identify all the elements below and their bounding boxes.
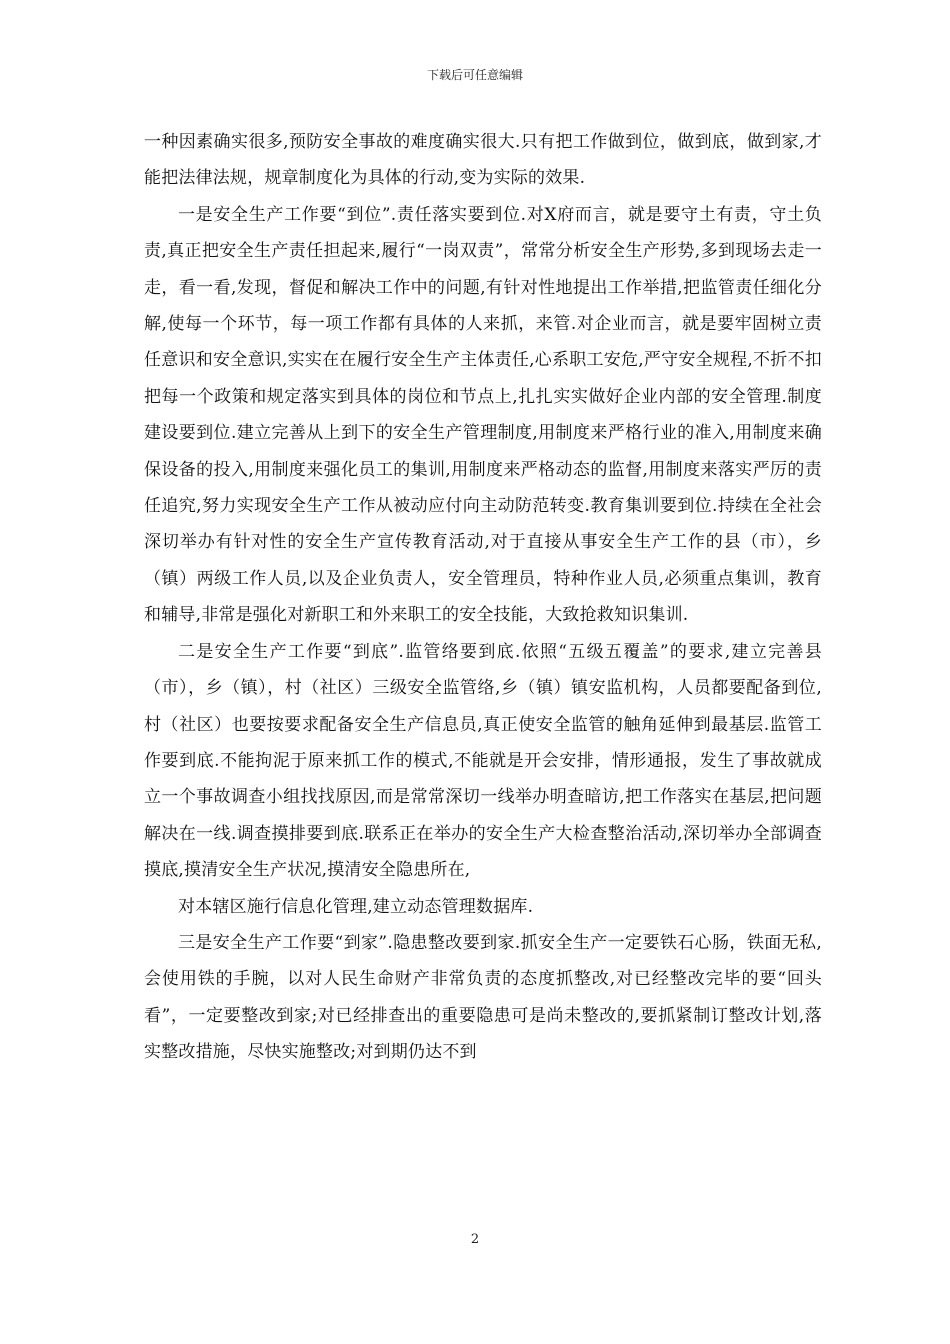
paragraph-dao-jia: 三是安全生产工作要“到家”.隐患整改要到家.抓安全生产一定要铁石心肠，铁面无私,会使用铁的手腕，以对人民生命财产非常负责的态度抓整改,对已经整改完毕的要“回头看”，一定要整改到家;对已经排查出的重要隐患可是尚未整改的,要抓紧制订整改计划,落实整改措施，尽快实施整改;对到期仍达不到: [144, 932, 822, 1063]
paragraph-continuation: 一种因素确实很多,预防安全事故的难度确实很大.只有把工作做到位，做到底，做到家,才能把法律法规，规章制度化为具体的行动,变为实际的效果.: [144, 132, 822, 189]
document-body: [144, 124, 822, 1071]
paragraph-dao-di: 二是安全生产工作要“到底”.监管络要到底.依照“五级五覆盖”的要求,建立完善县（市），乡（镇），村（社区）三级安全监管络,乡（镇）镇安监机构，人员都要配备到位,村（社区）也要按要求配备安全生产信息员,真正使安全监管的触角延伸到最基层.监管工作要到底.不能拘泥于原来抓工作的模式,不能就是开会安排，情形通报，发生了事故就成立一个事故调查小组找找原因,而是常常深切一线举办明查暗访,把工作落实在基层,把问题解决在一线.调查摸排要到底.联系正在举办的安全生产大检查整治活动,深切举办全部调查摸底,摸清安全生产状况,摸清安全隐患所在,: [144, 641, 822, 881]
paragraph-database: 对本辖区施行信息化管理,建立动态管理数据库.: [178, 896, 534, 917]
paragraph-dao-wei: 一是安全生产工作要“到位”.责任落实要到位.对X府而言，就是要守土有责，守土负责,真正把安全生产责任担起来,履行“一岗双责”，常常分析安全生产形势,多到现场去走一走，看一看,发现，督促和解决工作中的问题,有针对性地提出工作举措,把监管责任细化分解,使每一个环节，每一项工作都有具体的人来抓，来管.对企业而言，就是要牢固树立责任意识和安全意识,实实在在履行安全生产主体责任,心系职工安危,严守安全规程,不折不扣把每一个政策和规定落实到具体的岗位和节点上,扎扎实实做好企业内部的安全管理.制度建设要到位.建立完善从上到下的安全生产管理制度,用制度来严格行业的准入,用制度来确保设备的投入,用制度来强化员工的集训,用制度来严格动态的监督,用制度来落实严厉的责任追究,努力实现安全生产工作从被动应付向主动防范转变.教育集训要到位.持续在全社会深切举办有针对性的安全生产宣传教育活动,对于直接从事安全生产工作的县（市），乡（镇）两级工作人员,以及企业负责人，安全管理员，特种作业人员,必须重点集训，教育和辅导,非常是强化对新职工和外来职工的安全技能，大致抢救知识集训.: [144, 204, 822, 626]
page-number: 2: [470, 1232, 480, 1247]
page-header: 下载后可任意编辑: [426, 68, 523, 82]
